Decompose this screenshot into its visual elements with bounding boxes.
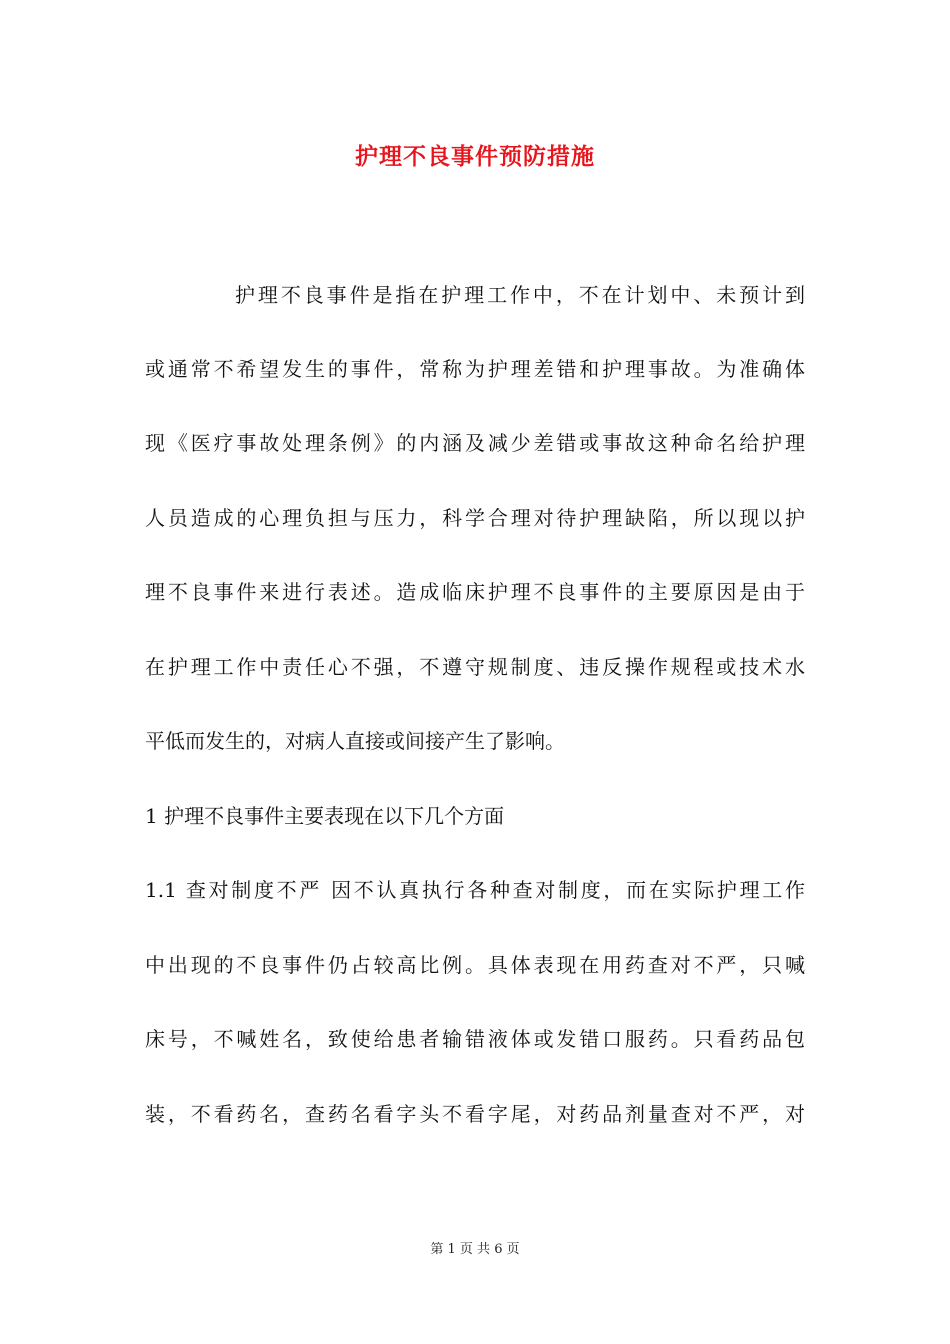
paragraph-line: 理不良事件来进行表述。造成临床护理不良事件的主要原因是由于 — [145, 580, 805, 604]
paragraph-line: 人员造成的心理负担与压力，科学合理对待护理缺陷，所以现以护 — [145, 506, 805, 530]
paragraph-line: 在护理工作中责任心不强，不遵守规制度、违反操作规程或技术水 — [145, 655, 805, 679]
page-number: 第 1 页 共 6 页 — [430, 1242, 520, 1257]
paragraph-line: 现《医疗事故处理条例》的内涵及减少差错或事故这种命名给护理 — [145, 431, 805, 455]
paragraph-line: 1.1 查对制度不严 因不认真执行各种查对制度，而在实际护理工作 — [145, 878, 805, 902]
paragraph-line: 或通常不希望发生的事件，常称为护理差错和护理事故。为准确体 — [145, 357, 805, 381]
paragraph-line: 护理不良事件是指在护理工作中，不在计划中、未预计到 — [235, 283, 805, 307]
paragraph-line: 中出现的不良事件仍占较高比例。具体表现在用药查对不严，只喊 — [145, 953, 805, 977]
document-title: 护理不良事件预防措施 — [355, 143, 595, 170]
paragraph-line: 装，不看药名，查药名看字头不看字尾，对药品剂量查对不严，对 — [145, 1102, 805, 1126]
paragraph-line: 平低而发生的，对病人直接或间接产生了影响。 — [145, 729, 565, 753]
section-heading: 1 护理不良事件主要表现在以下几个方面 — [145, 804, 505, 828]
paragraph-line: 床号，不喊姓名，致使给患者输错液体或发错口服药。只看药品包 — [145, 1027, 805, 1051]
